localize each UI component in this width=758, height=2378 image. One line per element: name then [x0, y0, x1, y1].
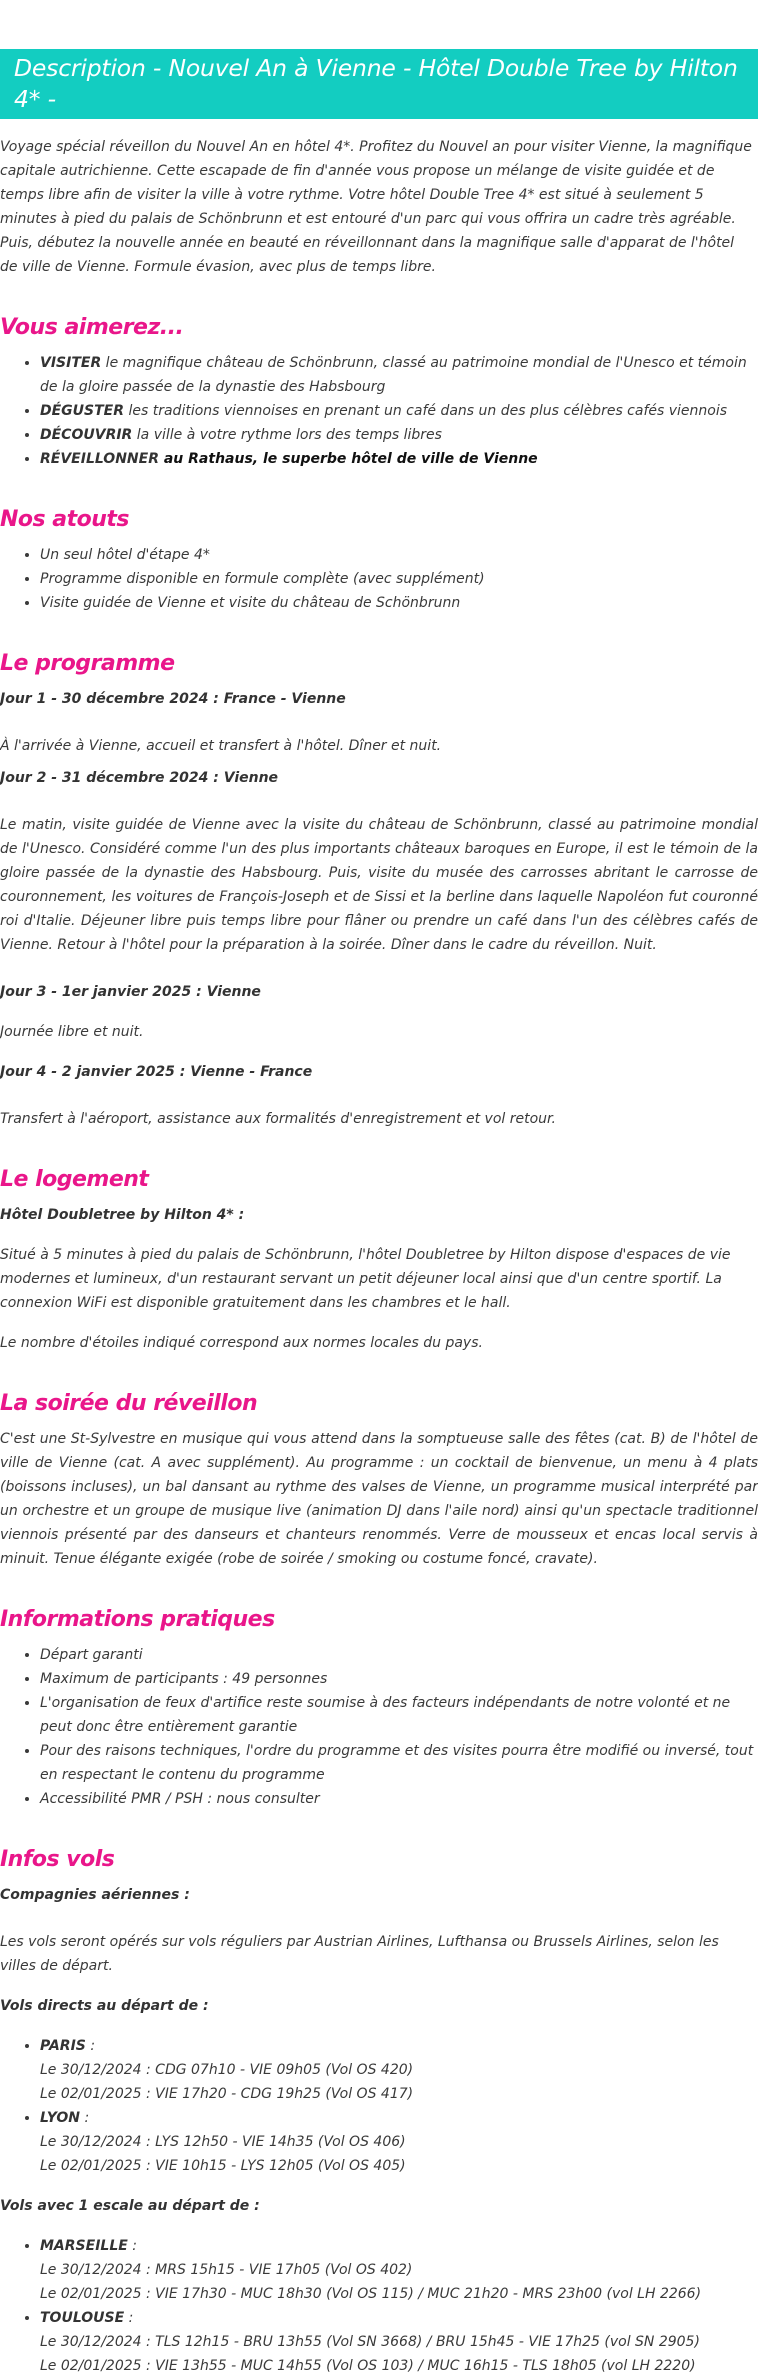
- flight-line: Le 02/01/2025 : VIE 10h15 - LYS 12h05 (Vol OS 405): [40, 2158, 406, 2174]
- list-item: • Maximum de participants : 49 personnes: [40, 1667, 758, 1691]
- list-item-text: le magnifique château de Schönbrunn, classé au patrimoine mondial de l'Unesco et témoin de la gloire passée de la dynastie des Habsbourg: [40, 355, 747, 395]
- intro-paragraph: Voyage spécial réveillon du Nouvel An en hôtel 4*. Profitez du Nouvel an pour visiter Vienne, la magnifique capitale autrichienne. Cette escapade de fin d'année vous propose un mélange de visite guidée et de temps libre afin de visiter la ville à votre rythme. Votre hôtel Double Tree 4* est situé à seulement 5 minutes à pied du palais de Schönbrunn et est entouré d'un parc qui vous offrira un cadre très agréable. Puis, débutez la nouvelle année en beauté en réveillonnant dans la magnifique salle d'apparat de l'hôtel de ville de Vienne. Formule évasion, avec plus de temps libre.: [0, 139, 752, 275]
- day1-title: Jour 1 - 30 décembre 2024 : France - Vienne: [0, 691, 346, 707]
- day3-title: Jour 3 - 1er janvier 2025 : Vienne: [0, 984, 261, 1000]
- banner-title-line1: Description - Nouvel An à Vienne - Hôtel Double Tree by Hilton 4* -: [14, 54, 738, 113]
- compagnies-text: Les vols seront opérés sur vols réguliers par Austrian Airlines, Lufthansa ou Brussels Airlines, selon les villes de départ.: [0, 1934, 719, 1974]
- hotel-description: Situé à 5 minutes à pied du palais de Schönbrunn, l'hôtel Doubletree by Hilton dispose d'espaces de vie modernes et lumineux, d'un restaurant servant un petit déjeuner local ainsi que d'un centre sportif. La connexion WiFi est disponible gratuitement dans les chambres et le hall.: [0, 1247, 731, 1311]
- list-item: • Départ garanti: [40, 1643, 758, 1667]
- day3-text: Journée libre et nuit.: [0, 1024, 144, 1040]
- list-item: • PARIS : Le 30/12/2024 : CDG 07h10 - VIE 09h05 (Vol OS 420) Le 02/01/2025 : VIE 17h20 - CDG 19h25 (Vol OS 417): [40, 2034, 758, 2106]
- flight-line: Le 02/01/2025 : VIE 13h55 - MUC 14h55 (Vol OS 103) / MUC 16h15 - TLS 18h05 (vol LH 2220): [40, 2358, 696, 2374]
- list-item-text: les traditions viennoises en prenant un café dans un des plus célèbres cafés viennois: [124, 403, 728, 419]
- section-title-vous-aimerez: Vous aimerez...: [0, 315, 184, 340]
- stars-note: Le nombre d'étoiles indiqué correspond aux normes locales du pays.: [0, 1335, 483, 1351]
- day4-text: Transfert à l'aéroport, assistance aux formalités d'enregistrement et vol retour.: [0, 1111, 556, 1127]
- list-item-bold: VISITER: [40, 355, 102, 371]
- list-item: • LYON : Le 30/12/2024 : LYS 12h50 - VIE 14h35 (Vol OS 406) Le 02/01/2025 : VIE 10h15 - LYS 12h05 (Vol OS 405): [40, 2106, 758, 2178]
- list-item: • TOULOUSE : Le 30/12/2024 : TLS 12h15 - BRU 13h55 (Vol SN 3668) / BRU 15h45 - VIE 17h25 (vol SN 2905) Le 02/01/2025 : VIE 13h55 - MUC 14h55 (Vol OS 103) / MUC 16h15 - TLS 18h05 (vol LH 2220): [40, 2306, 758, 2378]
- section-title-soiree: La soirée du réveillon: [0, 1391, 258, 1416]
- infos-pratiques-list: [0, 1643, 758, 1811]
- list-item: • Programme disponible en formule complète (avec supplément): [40, 567, 758, 591]
- banner-title-line2: Réveillon à l'hôtel de ville - Formule évasion: [14, 116, 525, 144]
- flight-line: Le 30/12/2024 : LYS 12h50 - VIE 14h35 (Vol OS 406): [40, 2134, 406, 2150]
- compagnies-title: Compagnies aériennes :: [0, 1887, 190, 1903]
- escale-list: [0, 2234, 758, 2378]
- list-item: [40, 399, 758, 423]
- city-name: TOULOUSE: [40, 2310, 125, 2326]
- section-title-infos-vols: Infos vols: [0, 1847, 115, 1872]
- list-item: [40, 447, 758, 471]
- hotel-name: Hôtel Doubletree by Hilton 4* :: [0, 1207, 245, 1223]
- list-item-text: la ville à votre rythme lors des temps libres: [132, 427, 442, 443]
- city-name: LYON: [40, 2110, 80, 2126]
- list-item: • Un seul hôtel d'étape 4*: [40, 543, 758, 567]
- list-item: • L'organisation de feux d'artifice reste soumise à des facteurs indépendants de notre volonté et ne peut donc être entièrement garantie: [40, 1691, 758, 1739]
- day1-text: À l'arrivée à Vienne, accueil et transfert à l'hôtel. Dîner et nuit.: [0, 738, 442, 754]
- list-item-text: au Rathaus, le superbe hôtel de ville de Vienne: [158, 451, 538, 467]
- flight-line: Le 02/01/2025 : VIE 17h30 - MUC 18h30 (Vol OS 115) / MUC 21h20 - MRS 23h00 (vol LH 2266): [40, 2286, 702, 2302]
- description-banner: [0, 49, 758, 144]
- list-item: • Visite guidée de Vienne et visite du château de Schönbrunn: [40, 591, 758, 615]
- day2-text: Le matin, visite guidée de Vienne avec la visite du château de Schönbrunn, classé au patrimoine mondial de l'Unesco. Considéré comme l'un des plus importants châteaux baroques en Europe, il est le témoin de la gloire passée de la dynastie des Habsbourg. Puis, visite du musée des carrosses abritant le carrosse de couronnement, les voitures de François-Joseph et de Sissi et la berline dans laquelle Napoléon fut couronné roi d'Italie. Déjeuner libre puis temps libre pour flâner ou prendre un café dans l'un des célèbres cafés de Vienne. Retour à l'hôtel pour la préparation à la soirée. Dîner dans le cadre du réveillon. Nuit.: [0, 817, 758, 953]
- flight-line: Le 30/12/2024 : MRS 15h15 - VIE 17h05 (Vol OS 402): [40, 2262, 413, 2278]
- atouts-list: [0, 543, 758, 615]
- list-item-bold: DÉCOUVRIR: [40, 427, 133, 443]
- list-item: • MARSEILLE : Le 30/12/2024 : MRS 15h15 - VIE 17h05 (Vol OS 402) Le 02/01/2025 : VIE 17h30 - MUC 18h30 (Vol OS 115) / MUC 21h20 - MRS 23h00 (vol LH 2266): [40, 2234, 758, 2306]
- list-item: [40, 351, 758, 399]
- day4-title: Jour 4 - 2 janvier 2025 : Vienne - France: [0, 1064, 313, 1080]
- section-title-logement: Le logement: [0, 1167, 149, 1192]
- flight-line: Le 30/12/2024 : CDG 07h10 - VIE 09h05 (Vol OS 420): [40, 2062, 414, 2078]
- escale-title: Vols avec 1 escale au départ de :: [0, 2198, 260, 2214]
- list-item-bold: RÉVEILLONNER: [40, 451, 159, 467]
- flight-line: Le 02/01/2025 : VIE 17h20 - CDG 19h25 (Vol OS 417): [40, 2086, 414, 2102]
- soiree-text: C'est une St-Sylvestre en musique qui vous attend dans la somptueuse salle des fêtes (cat. B) de l'hôtel de ville de Vienne (cat. A avec supplément). Au programme : un cocktail de bienvenue, un menu à 4 plats (boissons incluses), un bal dansant au rythme des valses de Vienne, un programme musical interprété par un orchestre et un groupe de musique live (animation DJ dans l'aile nord) ainsi qu'un spectacle traditionnel viennois présenté par des danseurs et chanteurs renommés. Verre de mousseux et encas local servis à minuit. Tenue élégante exigée (robe de soirée / smoking ou costume foncé, cravate).: [0, 1431, 758, 1567]
- list-item: [40, 423, 758, 447]
- flight-line: Le 30/12/2024 : TLS 12h15 - BRU 13h55 (Vol SN 3668) / BRU 15h45 - VIE 17h25 (vol SN 2905): [40, 2334, 700, 2350]
- list-item: • Accessibilité PMR / PSH : nous consulter: [40, 1787, 758, 1811]
- city-name: PARIS: [40, 2038, 86, 2054]
- vous-aimerez-list: [0, 351, 758, 471]
- day2-title: Jour 2 - 31 décembre 2024 : Vienne: [0, 770, 279, 786]
- section-title-programme: Le programme: [0, 651, 175, 676]
- city-name: MARSEILLE: [40, 2238, 128, 2254]
- main-content: [0, 135, 758, 2378]
- directs-list: [0, 2034, 758, 2178]
- directs-title: Vols directs au départ de :: [0, 1998, 209, 2014]
- section-title-infos-pratiques: Informations pratiques: [0, 1607, 275, 1632]
- section-title-atouts: Nos atouts: [0, 507, 130, 532]
- list-item: • Pour des raisons techniques, l'ordre du programme et des visites pourra être modifié ou inversé, tout en respectant le contenu du programme: [40, 1739, 758, 1787]
- list-item-bold: DÉGUSTER: [40, 403, 125, 419]
